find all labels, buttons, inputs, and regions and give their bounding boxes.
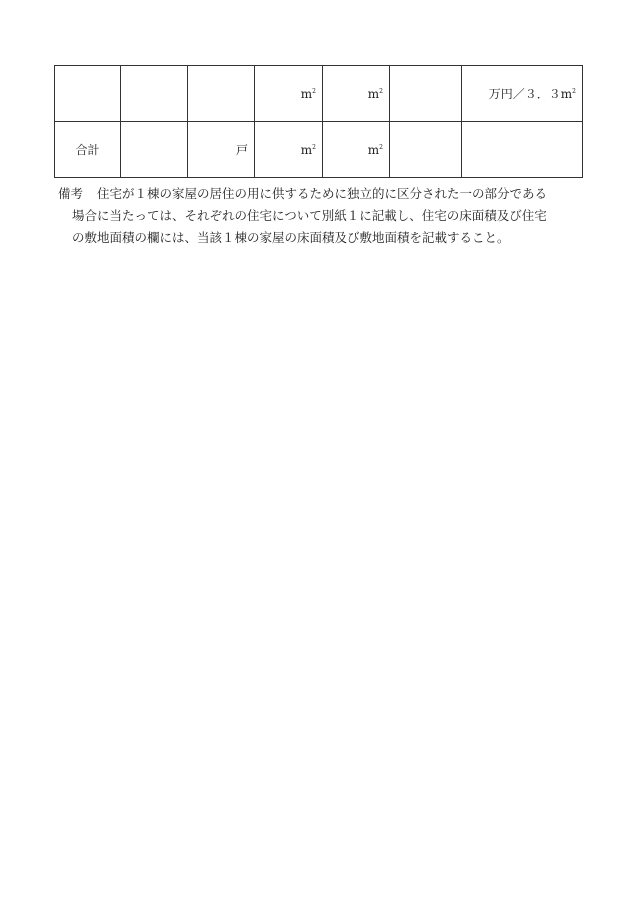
- table-cell-empty[interactable]: [55, 66, 121, 122]
- table-cell-empty[interactable]: [121, 66, 188, 122]
- total-floor-area-cell[interactable]: [255, 122, 323, 178]
- square-meter-unit: $m^2$: [367, 86, 383, 101]
- table-row-total: [55, 122, 583, 178]
- table-cell-empty[interactable]: [121, 122, 188, 178]
- remarks-label: 備考: [58, 186, 84, 201]
- remarks-line: [58, 183, 588, 205]
- table-cell-empty[interactable]: [390, 122, 462, 178]
- square-meter-unit: $m^2$: [300, 142, 316, 157]
- total-units-cell[interactable]: [188, 122, 255, 178]
- table-row: [55, 66, 583, 122]
- remarks-line: の敷地面積の欄には、当該１棟の家屋の床面積及び敷地面積を記載すること。: [72, 230, 510, 245]
- remarks-text: 住宅が１棟の家屋の居住の用に供するために独立的に区分された一の部分である: [97, 186, 548, 201]
- table-cell-empty[interactable]: [188, 66, 255, 122]
- site-area-cell[interactable]: [323, 66, 390, 122]
- units-label: 戸: [235, 143, 248, 157]
- total-label: 合計: [55, 122, 121, 178]
- table-cell-empty[interactable]: [462, 122, 583, 178]
- square-meter-unit: $m^2$: [300, 86, 316, 101]
- price-unit: 万円／３．$3m^2$: [488, 87, 576, 101]
- table-cell-empty[interactable]: [390, 66, 462, 122]
- remarks-line: 場合に当たっては、それぞれの住宅について別紙１に記載し、住宅の床面積及び住宅: [72, 208, 547, 223]
- total-site-area-cell[interactable]: [323, 122, 390, 178]
- housing-form-table: [54, 65, 583, 178]
- floor-area-cell[interactable]: [255, 66, 323, 122]
- price-per-tsubo-cell[interactable]: [462, 66, 583, 122]
- square-meter-unit: $m^2$: [367, 142, 383, 157]
- remarks-section: [58, 183, 588, 249]
